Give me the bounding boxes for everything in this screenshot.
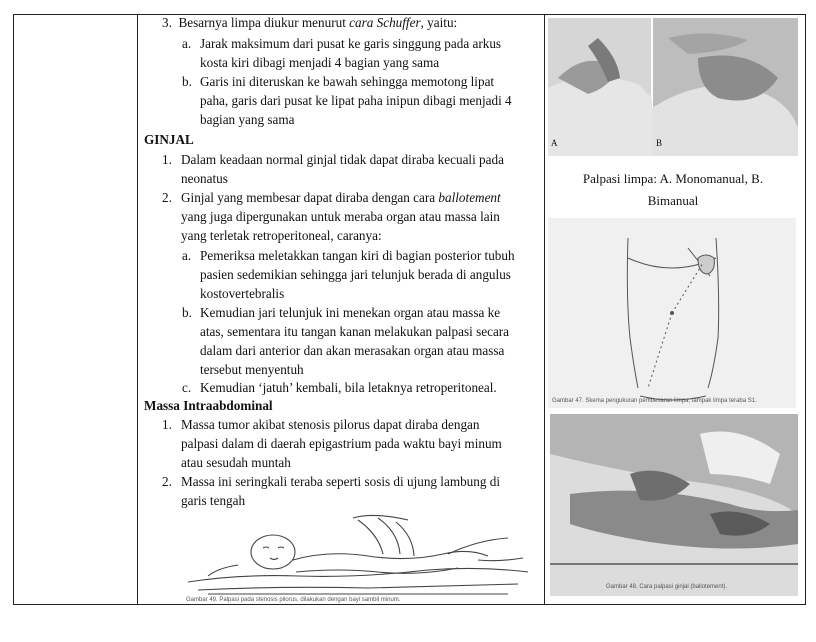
photo-b-label: B	[656, 138, 663, 148]
massa-item-1-line2: palpasi dalam di daerah epigastrium pada waktu bayi minum	[181, 436, 502, 451]
ginjal-item-2-line2: yang juga dipergunakan untuk meraba organ atau massa lain	[181, 209, 500, 224]
massa-heading: Massa Intraabdominal	[144, 398, 273, 413]
massa-item-1-line1: Massa tumor akibat stenosis pilorus dapat diraba dengan	[181, 417, 480, 432]
spleen-palpation-caption	[548, 168, 798, 212]
item-3b-line1: Garis ini diteruskan ke bawah sehingga memotong lipat	[200, 74, 495, 89]
fig48-kidney-ballotement-photo	[550, 414, 798, 596]
massa-item-2-num: 2.	[162, 474, 172, 489]
caption-line-1: Palpasi limpa: A. Monomanual, B.	[582, 171, 764, 186]
item-3b-line2: paha, garis dari pusat ke lipat paha inipun dibagi menjadi 4	[200, 93, 512, 108]
ginjal-item-2b-line3: dalam dari anterior dan akan merasakan organ atau massa	[200, 343, 505, 358]
ginjal-item-2b-letter: b.	[182, 305, 192, 320]
ginjal-item-2-line1: Ginjal yang membesar dapat diraba dengan cara ballotement	[181, 190, 501, 205]
item-3: 3. Besarnya limpa diukur menurut cara Schuffer, yaitu:	[162, 15, 458, 30]
massa-item-2-line1: Massa ini seringkali teraba seperti sosis di ujung lambung di	[181, 474, 501, 489]
item-3a-line2: kosta kiri dibagi menjadi 4 bagian yang sama	[200, 55, 440, 70]
ginjal-item-2b-line2: atas, sementara itu tangan kanan melakukan palpasi secara	[200, 324, 510, 339]
ginjal-item-2a-line1: Pemeriksa meletakkan tangan kiri di bagian posterior tubuh	[200, 248, 515, 263]
massa-item-2-line2: garis tengah	[181, 493, 246, 508]
item-3a-line1: Jarak maksimum dari pusat ke garis singgung pada arkus	[200, 36, 502, 51]
fig47-spleen-schema	[548, 218, 796, 408]
ginjal-item-2a-line2: pasien sedemikian sehingga jari telunjuk berada di angulus	[200, 267, 511, 282]
caption-line-2: Bimanual	[647, 193, 699, 208]
column-divider-2	[544, 15, 545, 604]
fig47-drawing	[548, 218, 796, 408]
item-3b-line3: bagian yang sama	[200, 112, 295, 127]
ginjal-item-1-line1: Dalam keadaan normal ginjal tidak dapat diraba kecuali pada	[181, 152, 504, 167]
spleen-palpation-photo	[548, 18, 798, 156]
ginjal-item-2c-letter: c.	[182, 380, 192, 395]
ginjal-item-1-line2: neonatus	[181, 171, 228, 186]
fig49-caption: Gambar 49. Palpasi pada stenosis pilorus, dilakukan dengan bayi sambil minum.	[186, 597, 401, 603]
massa-item-1-num: 1.	[162, 417, 172, 432]
ginjal-item-1-num: 1.	[162, 152, 172, 167]
column-divider-1	[137, 15, 138, 604]
ginjal-item-2b-line4: tersebut menyentuh	[200, 362, 304, 377]
fig48-caption: Gambar 48. Cara palpasi ginjal (ballotement).	[606, 584, 728, 590]
ginjal-item-2-num: 2.	[162, 190, 172, 205]
ginjal-item-2a-letter: a.	[182, 248, 192, 263]
item-3a-letter: a.	[182, 36, 192, 51]
massa-item-1-line3: atau sesudah muntah	[181, 455, 291, 470]
item-3b-letter: b.	[182, 74, 192, 89]
ginjal-item-2a-line3: kostovertebralis	[200, 286, 285, 301]
ginjal-heading: GINJAL	[144, 132, 194, 147]
ginjal-item-2-line3: yang terletak retroperitoneal, caranya:	[181, 228, 382, 243]
fig48-drawing	[550, 414, 798, 596]
ginjal-item-2b-line1: Kemudian jari telunjuk ini menekan organ atau massa ke	[200, 305, 501, 320]
fig47-caption: Gambar 47. Skema pengukuran pembesaran limpa; tampak limpa teraba S1.	[552, 398, 757, 404]
photo-a-label: A	[551, 138, 558, 148]
spleen-palpation-drawing	[548, 18, 798, 156]
infant-palpation-illustration	[178, 510, 538, 600]
ginjal-item-2c-line1: Kemudian ‘jatuh’ kembali, bila letaknya retroperitoneal.	[200, 380, 497, 395]
